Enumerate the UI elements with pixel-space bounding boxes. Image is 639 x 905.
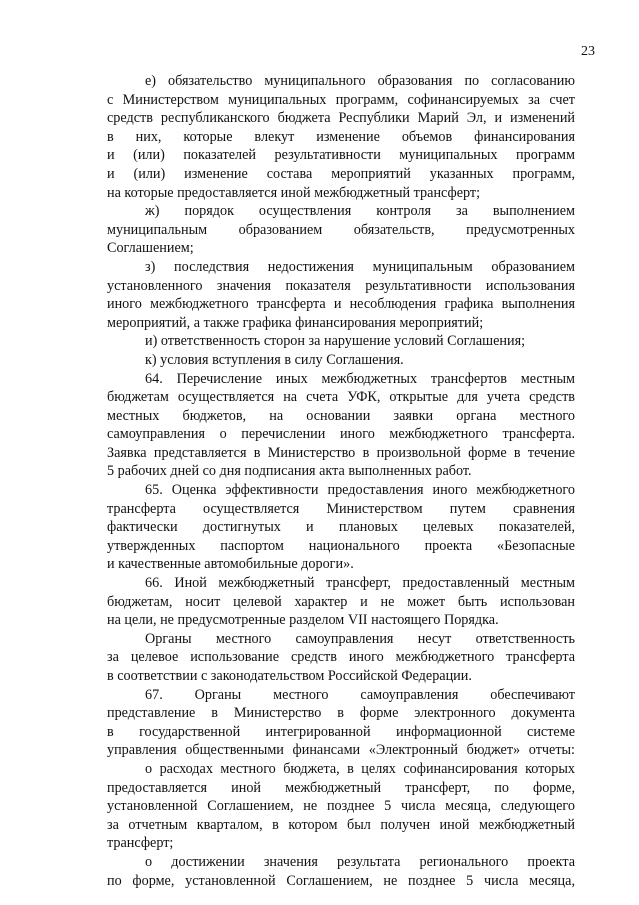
text-line: предоставляется иной межбюджетный трансферт, по форме, [107,779,575,796]
text-line: самоуправления о перечислении иного межбюджетного трансферта. [107,426,575,443]
text-line: Заявка представляется в Министерство в произвольной форме в течение [107,444,575,461]
text-line: за отчетным кварталом, в котором был получен иной межбюджетный [107,816,575,833]
text-line: установленного значения показателя результативности использования [107,277,575,294]
text-line: о достижении значения результата регионального проекта [145,853,575,870]
text-line: утвержденных паспортом национального проекта «Безопасные [107,537,575,554]
text-line: иного межбюджетного трансферта и несоблюдения графика выполнения [107,296,575,313]
text-line: е) обязательство муниципального образования по согласованию [145,73,575,89]
text-line: 64. Перечисление иных межбюджетных трансфертов местным [145,370,575,387]
text-line: 5 рабочих дней со дня подписания акта выполненных работ. [107,463,472,480]
text-line: 66. Иной межбюджетный трансферт, предоставленный местным [145,575,575,592]
text-line: местных бюджетов, на основании заявки органа местного [107,407,575,424]
text-line: бюджетам осуществляется на счета УФК, открытые для учета средств [107,389,575,406]
text-line: с Министерством муниципальных программ, софинансируемых за счет [107,91,575,108]
text-line: к) условия вступления в силу Соглашения. [145,351,404,368]
text-line: 65. Оценка эффективности предоставления иного межбюджетного [145,482,575,499]
body-text [107,72,575,890]
text-line: ж) порядок осуществления контроля за выполнением [145,203,575,220]
text-line: управления общественными финансами «Электронный бюджет» отчеты: [107,742,575,759]
text-line: в государственной интегрированной информационной системе [107,723,575,740]
page-number: 23 [581,44,595,59]
text-line: бюджетам, носит целевой характер и не может быть использован [107,593,575,610]
text-line: и качественные автомобильные дороги». [107,556,354,573]
text-line: за целевое использование средств иного межбюджетного трансферта [107,649,575,666]
text-line: мероприятий, а также графика финансирования мероприятий; [107,314,484,331]
text-line: трансферт; [107,835,174,852]
text-line: фактически достигнутых и плановых целевых показателей, [107,519,575,536]
text-line: и) ответственность сторон за нарушение условий Соглашения; [145,333,526,350]
text-line: и (или) показателей результативности муниципальных программ [107,147,575,164]
text-line: з) последствия недостижения муниципальным образованием [145,258,575,275]
text-line: на которые предоставляется иной межбюджетный трансферт; [107,184,481,201]
text-line: представление в Министерство в форме электронного документа [107,705,575,722]
text-line: Соглашением; [107,240,194,257]
text-line: в соответствии с законодательством Российской Федерации. [107,668,472,684]
text-line: средств республиканского бюджета Республики Марий Эл, и изменений [107,110,575,127]
text-line: по форме, установленной Соглашением, не позднее 5 числа месяца, [107,872,575,889]
text-line: 67. Органы местного самоуправления обеспечивают [145,686,575,703]
text-line: в них, которые влекут изменение объемов финансирования [107,128,575,145]
text-line: на цели, не предусмотренные разделом VII настоящего Порядка. [107,612,499,629]
text-line: Органы местного самоуправления несут ответственность [145,630,575,647]
text-line: и (или) изменение состава мероприятий указанных программ, [107,165,575,182]
text-line: установленной Соглашением, не позднее 5 числа месяца, следующего [107,798,575,815]
text-line: о расходах местного бюджета, в целях софинансирования которых [145,760,575,777]
text-line: муниципальным образованием обязательств, предусмотренных [107,221,575,238]
text-line: трансферта осуществляется Министерством путем сравнения [107,500,575,517]
